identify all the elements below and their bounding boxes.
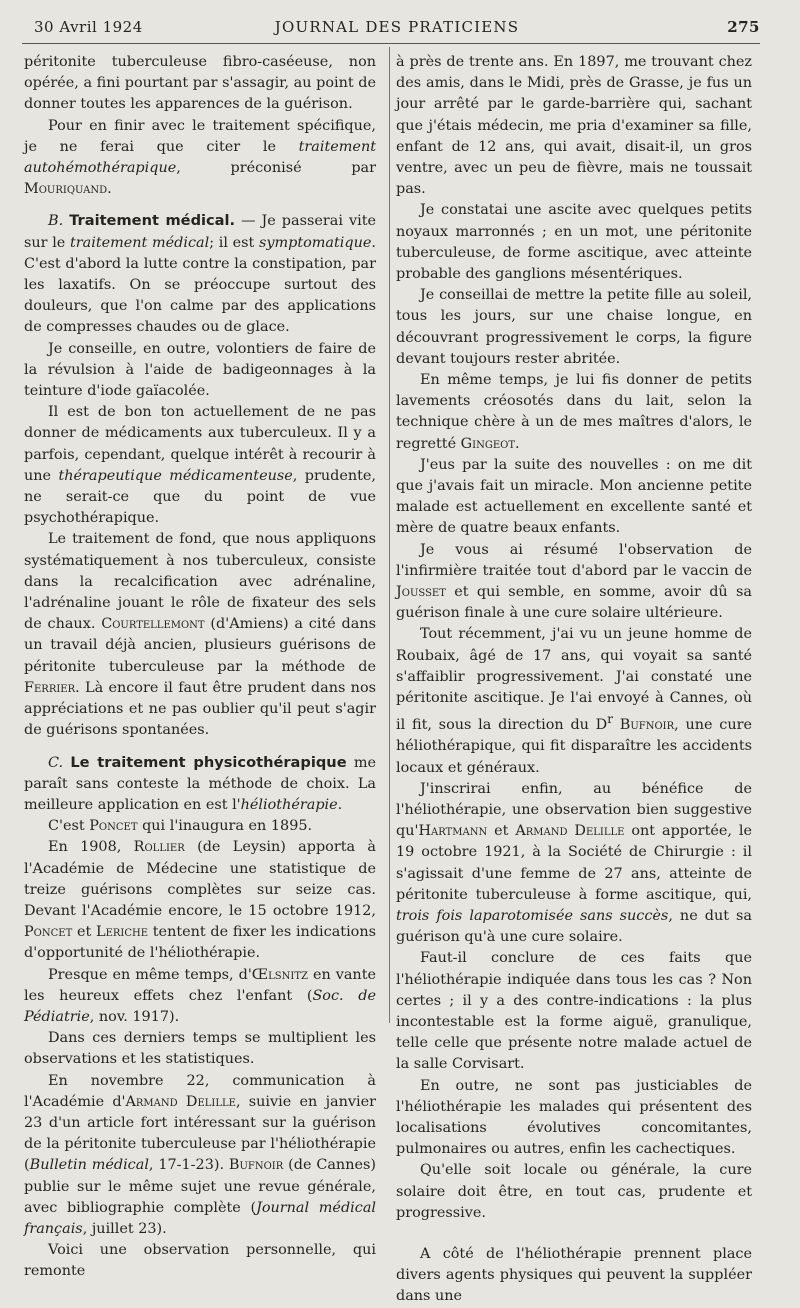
section-heading: Traitement médical.: [69, 212, 236, 230]
paragraph: péritonite tuberculeuse fibro-caséeuse, non opérée, a fini pourtant par s'assagir, au point de donner toutes les apparences de la guérison.: [24, 54, 376, 113]
author-name: Armand Delille: [515, 823, 625, 840]
section-letter: B.: [48, 213, 64, 230]
paragraph: Faut-il conclure de ces faits que l'héliothérapie indiquée dans tous les cas ? Non certes ; il y a des contre-indications : la plus incontestable est la forme aiguë, granulique, telle celle que présente notre malade actuel de la salle Corvisart.: [396, 950, 752, 1073]
author-name: Rollier: [133, 839, 185, 856]
author-name: Courtellemont: [101, 616, 205, 633]
author-name: Gingeot: [460, 435, 516, 452]
paragraph: En novembre 22, communication à l'Académie d'Armand Delille, suivie en janvier 23 d'un article fort intéressant sur la guérison de la péritonite tuberculeuse par l'héliothérapie (Bulletin médical, 17-1-23). Bufnoir (de Cannes) publie sur le même sujet une revue générale, avec bibliographie complète (Journal médical français, juillet 23).: [24, 1072, 377, 1237]
section-letter: C.: [48, 754, 64, 771]
author-name: Armand Delille: [125, 1093, 236, 1110]
paragraph: J'inscrirai enfin, au bénéfice de l'héliothérapie, une observation bien suggestive qu'Hartmann et Armand Delille ont apportée, le 19 octobre 1921, à la Société de Chirurgie : il s'agissait d'une femme de 27 ans, atteinte de péritonite tuberculeuse à forme ascitique, qui, trois fois laparotomisée sans succès, ne dut sa guérison qu'à une cure solaire.: [396, 780, 753, 946]
right-column: [396, 52, 752, 1308]
author-name: Bufnoir: [619, 717, 675, 734]
author-name: Bufnoir: [228, 1157, 284, 1174]
author-name: Mouriquand: [24, 181, 108, 198]
paragraph: Presque en même temps, d'Œlsnitz en vante les heureux effets chez l'enfant (Soc. de Pédiatrie, nov. 1917).: [24, 966, 376, 1025]
running-header: [34, 18, 760, 40]
paragraph: Je vous ai résumé l'observation de l'infirmière traitée tout d'abord par le vaccin de Jousset et qui semble, en somme, avoir dû sa guérison finale à une cure solaire ultérieure.: [396, 541, 752, 622]
paragraph: En outre, ne sont pas justiciables de l'héliothérapie les malades qui présentent des localisations évolutives concomitantes, pulmonaires ou autres, enfin les cachectiques.: [396, 1077, 752, 1158]
section-b: B. Traitement médical. — Je passerai vite sur le traitement médical; il est symptomatique. C'est d'abord la lutte contre la constipation, par les laxatifs. On se préoccupe surtout des douleurs, que l'on calme par des applications de compresses chaudes ou de glace.: [24, 212, 376, 336]
author-name: Ferrier: [24, 679, 76, 696]
header-date: 30 Avril 1924: [34, 18, 143, 36]
section-c: C. Le traitement physicothérapique me paraît sans conteste la méthode de choix. La meilleure application en est l'héliothérapie.: [24, 753, 376, 813]
author-name: Hartmann: [418, 823, 488, 840]
paragraph: Qu'elle soit locale ou générale, la cure solaire doit être, en tout cas, prudente et progressive.: [396, 1162, 752, 1221]
paragraph: Voici une observation personnelle, qui remonte: [24, 1242, 376, 1280]
paragraph: à près de trente ans. En 1897, me trouvant chez des amis, dans le Midi, près de Grasse, je fus un jour arrêté par le garde-barrière qui, sachant que j'étais médecin, me pria d'examiner sa fille, enfant de 12 ans, qui avait, disait-il, un gros ventre, avec un peu de fièvre, mais ne toussait pas.: [396, 54, 752, 198]
paragraph: Tout récemment, j'ai vu un jeune homme de Roubaix, âgé de 17 ans, qui voyait sa santé s'affaiblir progressivement. J'ai constaté une péritonite ascitique. Je l'ai envoyé à Cannes, où il fit, sous la direction du $D^r$ Bufnoir, une cure héliothérapique, qui fit disparaître les accidents locaux et généraux.: [396, 626, 752, 776]
paragraph: En 1908, Rollier (de Leysin) apporta à l'Académie de Médecine une statistique de treize guérisons complètes sur seize cas. Devant l'Académie encore, le 15 octobre 1912, Poncet et Leriche tentent de fixer les indications d'opportunité de l'héliothérapie.: [24, 839, 376, 962]
journal-title: JOURNAL DES PRATICIENS: [274, 18, 520, 36]
author-name: Leriche: [96, 924, 149, 941]
paragraph: Je conseillai de mettre la petite fille au soleil, tous les jours, sur une chaise longue, en découvrant progressivement le corps, la figure devant toujours rester abritée.: [396, 287, 752, 367]
paragraph: Je conseille, en outre, volontiers de faire de la révulsion à l'aide de badigeonnages à la teinture d'iode gaïacolée.: [24, 340, 376, 400]
paragraph: Le traitement de fond, que nous appliquons systématiquement à nos tuberculeux, consiste dans la recalcification avec adrénaline, l'adrénaline jouant le rôle de fixateur des sels de chaux. Courtellemont (d'Amiens) a cité dans un travail déjà ancien, plusieurs guérisons de péritonite tuberculeuse par la méthode de Ferrier. Là encore il faut être prudent dans nos appréciations et ne pas oublier qu'il peut s'agir de guérisons spontanées.: [24, 531, 376, 739]
paragraph: Pour en finir avec le traitement spécifique, je ne ferai que citer le traitement autohémothérapique, préconisé par Mouriquand.: [24, 117, 376, 198]
column-divider: [389, 47, 390, 1023]
header-rule: [22, 43, 760, 44]
section-heading: Le traitement physicothérapique: [70, 753, 347, 771]
paragraph: C'est Poncet qui l'inaugura en 1895.: [48, 818, 313, 835]
paragraph: Il est de bon ton actuellement de ne pas donner de médicaments aux tuberculeux. Il y a parfois, cependant, quelque intérêt à recourir à une thérapeutique médicamenteuse, prudente, ne serait-ce que du point de vue psychothérapique.: [24, 404, 376, 527]
page-number: 275: [727, 18, 760, 36]
author-name: Jousset: [396, 584, 446, 601]
author-name: Poncet: [89, 818, 138, 835]
paragraph: En même temps, je lui fis donner de petits lavements créosotés dans du lait, selon la technique chère à un de mes maîtres d'alors, le regretté Gingeot.: [396, 372, 752, 452]
author-name: Poncet: [24, 924, 73, 941]
author-name: Œlsnitz: [251, 966, 308, 983]
paragraph: J'eus par la suite des nouvelles : on me dit que j'avais fait un miracle. Mon ancienne petite malade est actuellement en excellente santé et mère de quatre beaux enfants.: [396, 456, 752, 537]
left-column: [24, 52, 376, 1283]
paragraph: A côté de l'héliothérapie prennent place divers agents physiques qui peuvent la suppléer dans une: [396, 1245, 752, 1305]
paragraph: Dans ces derniers temps se multiplient les observations et les statistiques.: [24, 1030, 376, 1068]
paragraph: Je constatai une ascite avec quelques petits noyaux marronnés ; en un mot, une péritonite tuberculeuse, de forme ascitique, avec atteinte probable des ganglions mésentériques.: [396, 202, 752, 283]
